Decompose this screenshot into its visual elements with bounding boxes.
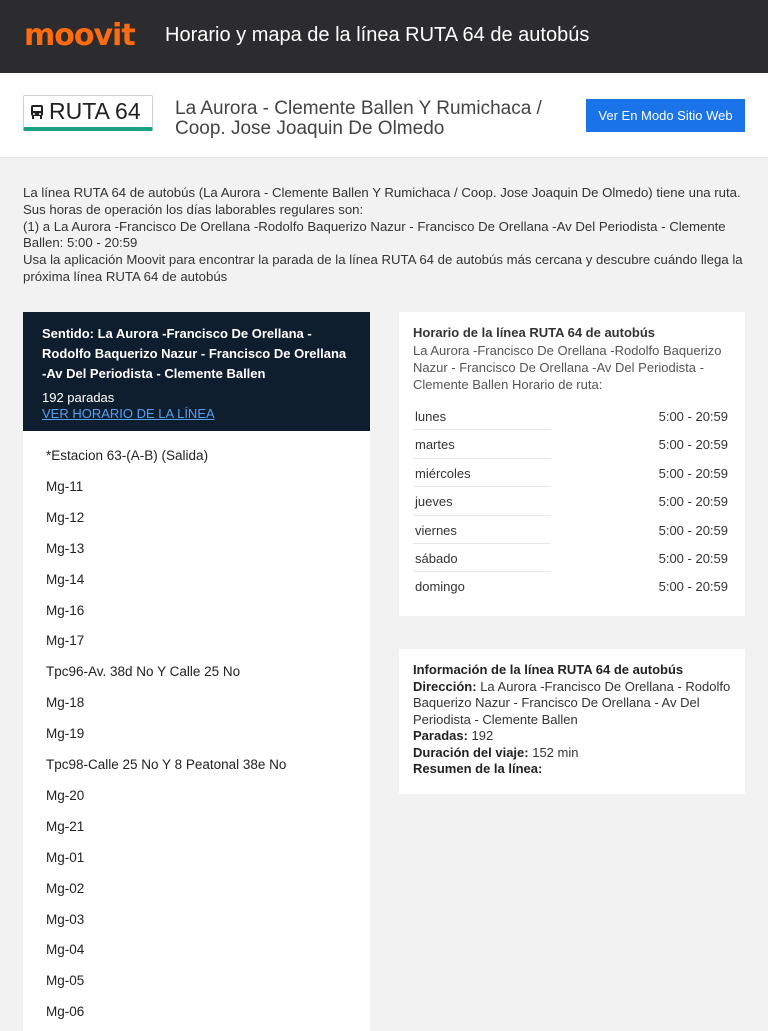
stop-item[interactable]: Mg-14 <box>46 571 85 587</box>
direction-title: Sentido: La Aurora -Francisco De Orellana - Rodolfo Baquerizo Nazur - Francisco De Orellana -Av Del Periodista - Clemente Ballen <box>42 326 347 381</box>
stop-item[interactable]: Mg-01 <box>46 849 85 865</box>
stop-item[interactable]: Mg-11 <box>46 478 84 494</box>
stop-count: 192 paradas <box>42 390 115 405</box>
intro-paragraph: (1) a La Aurora -Francisco De Orellana -Rodolfo Baquerizo Nazur - Francisco De Orellana -Av Del Periodista - Clemente Ballen: 5:00 - 20:59 <box>23 218 726 251</box>
row-divider <box>413 543 551 544</box>
moovit-logo[interactable]: moovit <box>24 18 135 53</box>
schedule-day: sábado <box>415 550 458 566</box>
schedule-subtitle: La Aurora -Francisco De Orellana -Rodolfo Baquerizo Nazur - Francisco De Orellana -Av Del Periodista - Clemente Ballen Horario de ruta: <box>413 343 722 392</box>
schedule-day: lunes <box>415 409 447 424</box>
schedule-day: jueves <box>415 494 453 510</box>
schedule-day: domingo <box>415 579 465 595</box>
schedule-day: miércoles <box>415 465 471 481</box>
view-schedule-link[interactable]: VER HORARIO DE LA LÍNEA <box>42 406 215 421</box>
schedule-hours: 5:00 - 20:59 <box>658 409 728 424</box>
schedule-day: martes <box>415 437 455 453</box>
schedule-table <box>413 401 731 600</box>
row-divider <box>413 429 551 430</box>
schedule-row <box>413 543 731 571</box>
direction-card <box>23 312 370 431</box>
schedule-hours: 5:00 - 20:59 <box>658 550 728 566</box>
info-title: Información de la línea RUTA 64 de autobús <box>413 662 684 677</box>
row-divider <box>413 486 551 487</box>
schedule-row <box>413 458 731 486</box>
row-divider <box>413 571 551 572</box>
page-title: Horario y mapa de la línea RUTA 64 de autobús <box>165 24 590 46</box>
stop-item[interactable]: Mg-04 <box>46 942 85 958</box>
desktop-site-button[interactable]: Ver En Modo Sitio Web <box>586 99 745 132</box>
route-name: RUTA 64 <box>49 98 141 124</box>
bus-icon <box>30 104 44 120</box>
stop-item[interactable]: Mg-06 <box>46 1004 85 1020</box>
route-badge <box>23 95 153 131</box>
schedule-row <box>413 486 731 514</box>
row-divider <box>413 458 551 459</box>
stop-item[interactable]: Tpc96-Av. 38d No Y Calle 25 No <box>46 664 241 680</box>
info-stops: Paradas: 192 <box>413 728 494 743</box>
info-direction: Dirección: La Aurora -Francisco De Orellana - Rodolfo Baquerizo Nazur - Francisco De Orellana - Av Del Periodista - Clemente Ballen <box>413 678 731 727</box>
schedule-hours: 5:00 - 20:59 <box>658 437 728 453</box>
schedule-day: viernes <box>415 522 457 538</box>
schedule-hours: 5:00 - 20:59 <box>658 465 728 481</box>
intro-paragraph: Usa la aplicación Moovit para encontrar la parada de la línea RUTA 64 de autobús más cercana y descubre cuándo llega la próxima línea RUTA 64 de autobús <box>23 252 743 284</box>
schedule-card <box>399 312 745 616</box>
stop-item[interactable]: Mg-17 <box>46 633 85 649</box>
stop-item[interactable]: Mg-03 <box>46 911 85 927</box>
info-summary: Resumen de la línea: <box>413 761 543 776</box>
route-description <box>23 185 743 286</box>
route-title: La Aurora - Clemente Ballen Y Rumichaca / Coop. Jose Joaquin De Olmedo <box>175 98 542 139</box>
schedule-row <box>413 515 731 543</box>
stop-item[interactable]: *Estacion 63-(A-B) (Salida) <box>46 448 209 463</box>
intro-paragraph: La línea RUTA 64 de autobús (La Aurora - Clemente Ballen Y Rumichaca / Coop. Jose Joaquin De Olmedo) tiene una ruta. Sus horas de operación los días laborables regulares son: <box>23 185 741 217</box>
stop-item[interactable]: Mg-19 <box>46 726 85 742</box>
schedule-hours: 5:00 - 20:59 <box>658 494 728 510</box>
schedule-row <box>413 401 731 429</box>
stop-item[interactable]: Mg-18 <box>46 695 85 711</box>
stop-item[interactable]: Mg-16 <box>46 602 85 618</box>
schedule-hours: 5:00 - 20:59 <box>658 522 728 538</box>
row-divider <box>413 515 551 516</box>
stop-item[interactable]: Mg-21 <box>46 818 85 834</box>
line-info-card <box>399 649 745 794</box>
info-duration: Duración del viaje: 152 min <box>413 744 579 760</box>
stop-item[interactable]: Mg-02 <box>46 880 85 896</box>
top-bar <box>0 0 768 73</box>
route-header <box>0 73 768 158</box>
stop-item[interactable]: Mg-12 <box>46 509 85 525</box>
schedule-hours: 5:00 - 20:59 <box>658 579 728 595</box>
stop-list <box>23 431 370 1031</box>
stop-item[interactable]: Mg-13 <box>46 540 85 556</box>
schedule-row <box>413 429 731 457</box>
stop-item[interactable]: Mg-05 <box>46 973 85 989</box>
schedule-title: Horario de la línea RUTA 64 de autobús <box>413 325 655 340</box>
stop-item[interactable]: Mg-20 <box>46 787 85 803</box>
schedule-row <box>413 571 731 599</box>
stop-item[interactable]: Tpc98-Calle 25 No Y 8 Peatonal 38e No <box>46 757 287 772</box>
